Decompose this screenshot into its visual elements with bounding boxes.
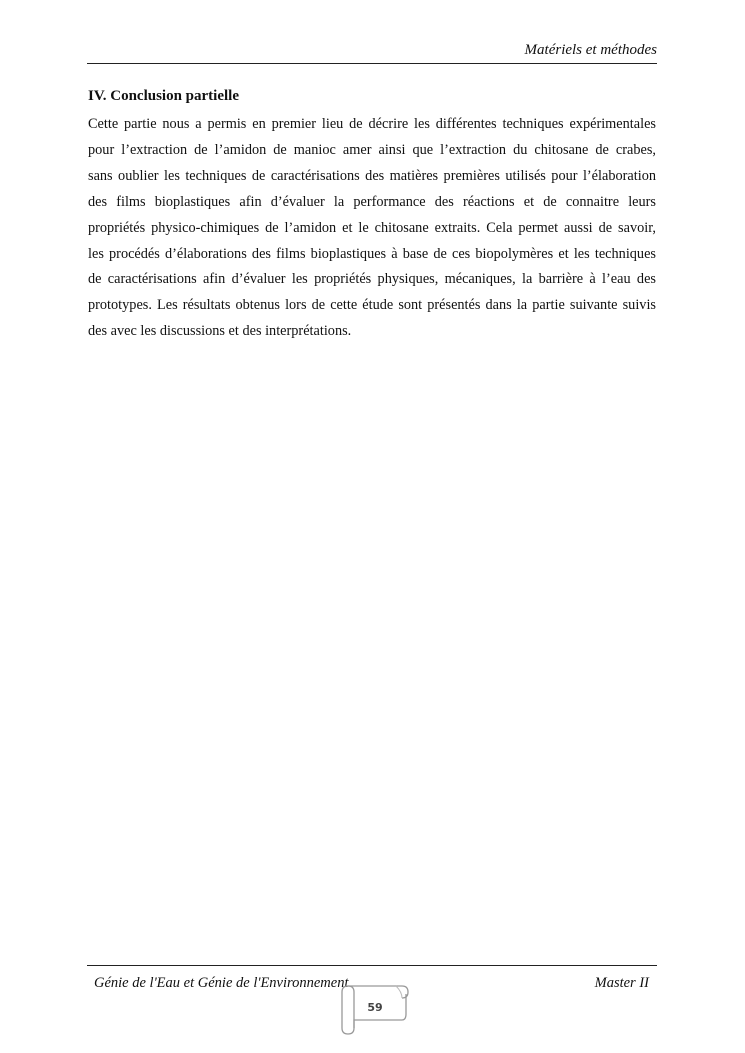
paragraph-line: les procédés d’élaborations des films bioplastiques à base de ces biopolymères et les techniques <box>88 245 656 262</box>
paragraph-line: prototypes. Les résultats obtenus lors de cette étude sont présentés dans la partie suivante suivis <box>88 297 656 314</box>
paragraph-line: sans oublier les techniques de caractérisations des matières premières utilisés pour l’élaboration <box>88 167 656 184</box>
header-rule <box>87 63 657 64</box>
section-heading: IV. Conclusion partielle <box>88 88 239 104</box>
paragraph-line: des avec les discussions et des interprétations. <box>88 323 352 340</box>
footer-program: Génie de l'Eau et Génie de l'Environnement <box>94 975 349 991</box>
page-number: 59 <box>367 1001 383 1014</box>
footer-rule <box>87 965 657 966</box>
paragraph-line: propriétés physico-chimiques de l’amidon et le chitosane extraits. Cela permet aussi de savoir, <box>88 219 656 236</box>
paragraph-line: des films bioplastiques afin d’évaluer la performance des réactions et de connaitre leurs <box>88 193 656 210</box>
body-paragraph <box>88 112 656 345</box>
paragraph-line: pour l’extraction de l’amidon de manioc amer ainsi que l’extraction du chitosane de crabes, <box>88 141 656 158</box>
paragraph-line: de caractérisations afin d’évaluer les propriétés physiques, mécaniques, la barrière à l’eau des <box>88 271 656 288</box>
footer-degree: Master II <box>594 975 649 991</box>
paragraph-line: Cette partie nous a permis en premier lieu de décrire les différentes techniques expérimentales <box>88 116 656 132</box>
running-header-title: Matériels et méthodes <box>524 42 657 58</box>
